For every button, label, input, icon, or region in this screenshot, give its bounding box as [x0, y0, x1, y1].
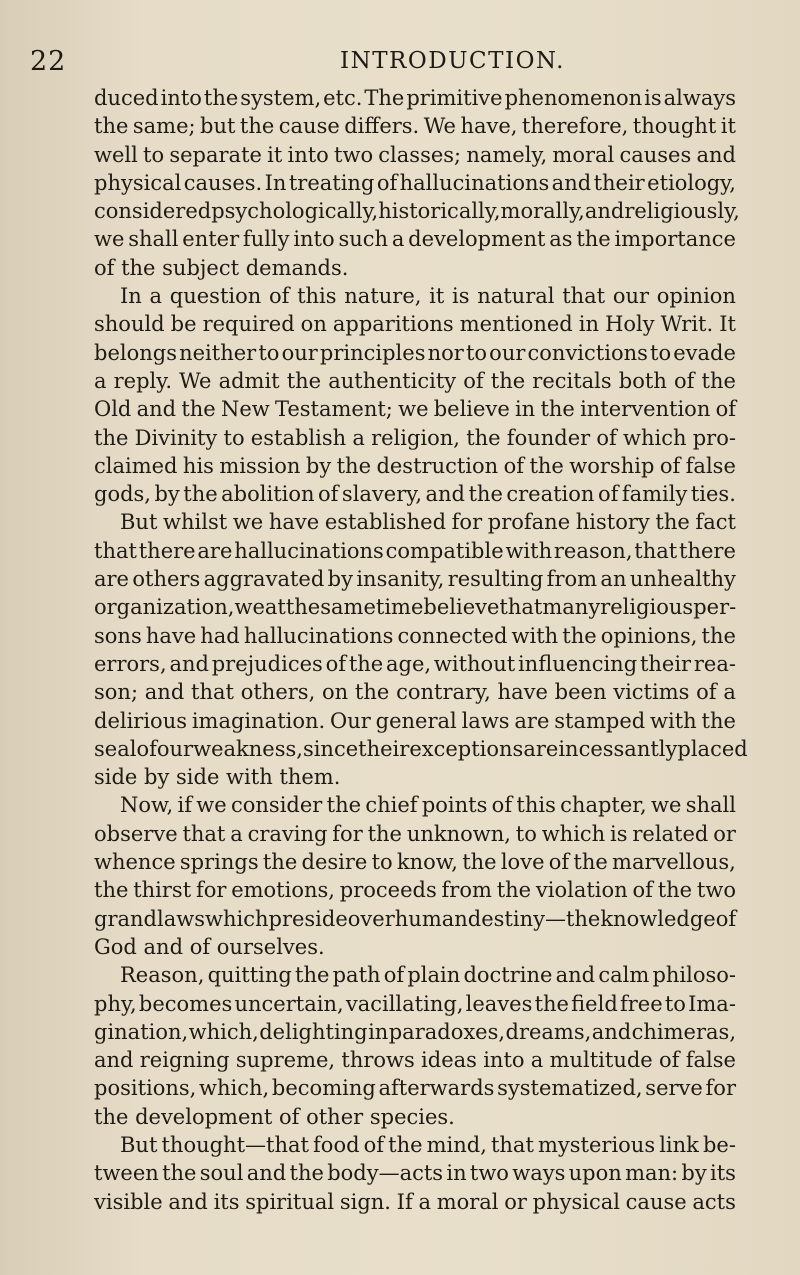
text-line: a reply. We admit the authenticity of the recitals both of the — [94, 368, 736, 393]
text-line: the Divinity to establish a religion, the founder of which pro- — [94, 425, 736, 450]
text-line: physical causes. In treating of hallucinations and their etiology, — [94, 170, 736, 195]
text-line: delirious imagination. Our general laws are stamped with the — [94, 708, 736, 733]
text-line: should be required on apparitions mentioned in Holy Writ. It — [94, 312, 736, 337]
text-line: well to separate it into two classes; namely, moral causes and — [94, 142, 736, 167]
text-line: In a question of this nature, it is natural that our opinion — [120, 284, 736, 309]
text-line: Reason, quitting the path of plain doctrine and calm philoso- — [120, 963, 736, 988]
running-head: INTRODUCTION. — [340, 48, 565, 74]
text-line: observe that a craving for the unknown, to which is related or — [94, 821, 736, 846]
text-line: Old and the New Testament; we believe in the intervention of — [94, 397, 736, 422]
text-line: duced into the system, etc. The primitive phenomenon is always — [94, 86, 736, 110]
text-line: claimed his mission by the destruction of the worship of false — [94, 453, 736, 478]
text-line: whence springs the desire to know, the love of the marvellous, — [94, 850, 736, 875]
text-line: visible and its spiritual sign. If a moral or physical cause acts — [94, 1189, 736, 1214]
text-line: the development of other species. — [94, 1104, 455, 1129]
text-line: organization, we at the same time believe that many religious per- — [94, 595, 737, 620]
text-line: God and of ourselves. — [94, 934, 325, 959]
text-line: we shall enter fully into such a development as the importance — [94, 227, 736, 252]
text-line: and reigning supreme, throws ideas into a multitude of false — [94, 1048, 736, 1073]
text-line: considered psychologically, historically, morally, and religiously, — [94, 199, 740, 224]
text-line: errors, and prejudices of the age, without influencing their rea- — [94, 651, 736, 676]
text-line: sons have had hallucinations connected with the opinions, the — [94, 623, 736, 648]
text-line: tween the soul and the body—acts in two ways upon man: by its — [94, 1161, 736, 1186]
text-line: belongs neither to our principles nor to our convictions to evade — [94, 340, 736, 365]
text-line: grand laws which preside over human destiny—the knowledge of — [94, 906, 737, 931]
page-number: 22 — [30, 46, 67, 77]
text-line: are others aggravated by insanity, resulting from an unhealthy — [94, 567, 736, 592]
text-line: the same; but the cause differs. We have, therefore, thought it — [94, 114, 736, 139]
text-line: phy, becomes uncertain, vacillating, leaves the field free to Ima- — [94, 991, 736, 1016]
text-line: positions, which, becoming afterwards systematized, serve for — [94, 1076, 736, 1101]
page-header — [0, 40, 800, 80]
body-text — [94, 84, 748, 1216]
text-line: But thought—that food of the mind, that mysterious link be- — [120, 1132, 736, 1157]
text-line: seal of our weakness, since their exceptions are incessantly placed — [94, 736, 748, 761]
text-line: gods, by the abolition of slavery, and the creation of family ties. — [94, 482, 736, 507]
text-line: But whilst we have established for profane history the fact — [120, 510, 736, 535]
text-line: that there are hallucinations compatible with reason, that there — [94, 538, 736, 563]
text-line: side by side with them. — [94, 765, 341, 790]
text-line: of the subject demands. — [94, 255, 349, 280]
text-line: the thirst for emotions, proceeds from the violation of the two — [94, 878, 736, 903]
text-line: Now, if we consider the chief points of this chapter, we shall — [120, 793, 736, 818]
text-line: gination, which, delighting in paradoxes, dreams, and chimeras, — [94, 1019, 736, 1044]
text-line: son; and that others, on the contrary, have been victims of a — [94, 680, 736, 705]
